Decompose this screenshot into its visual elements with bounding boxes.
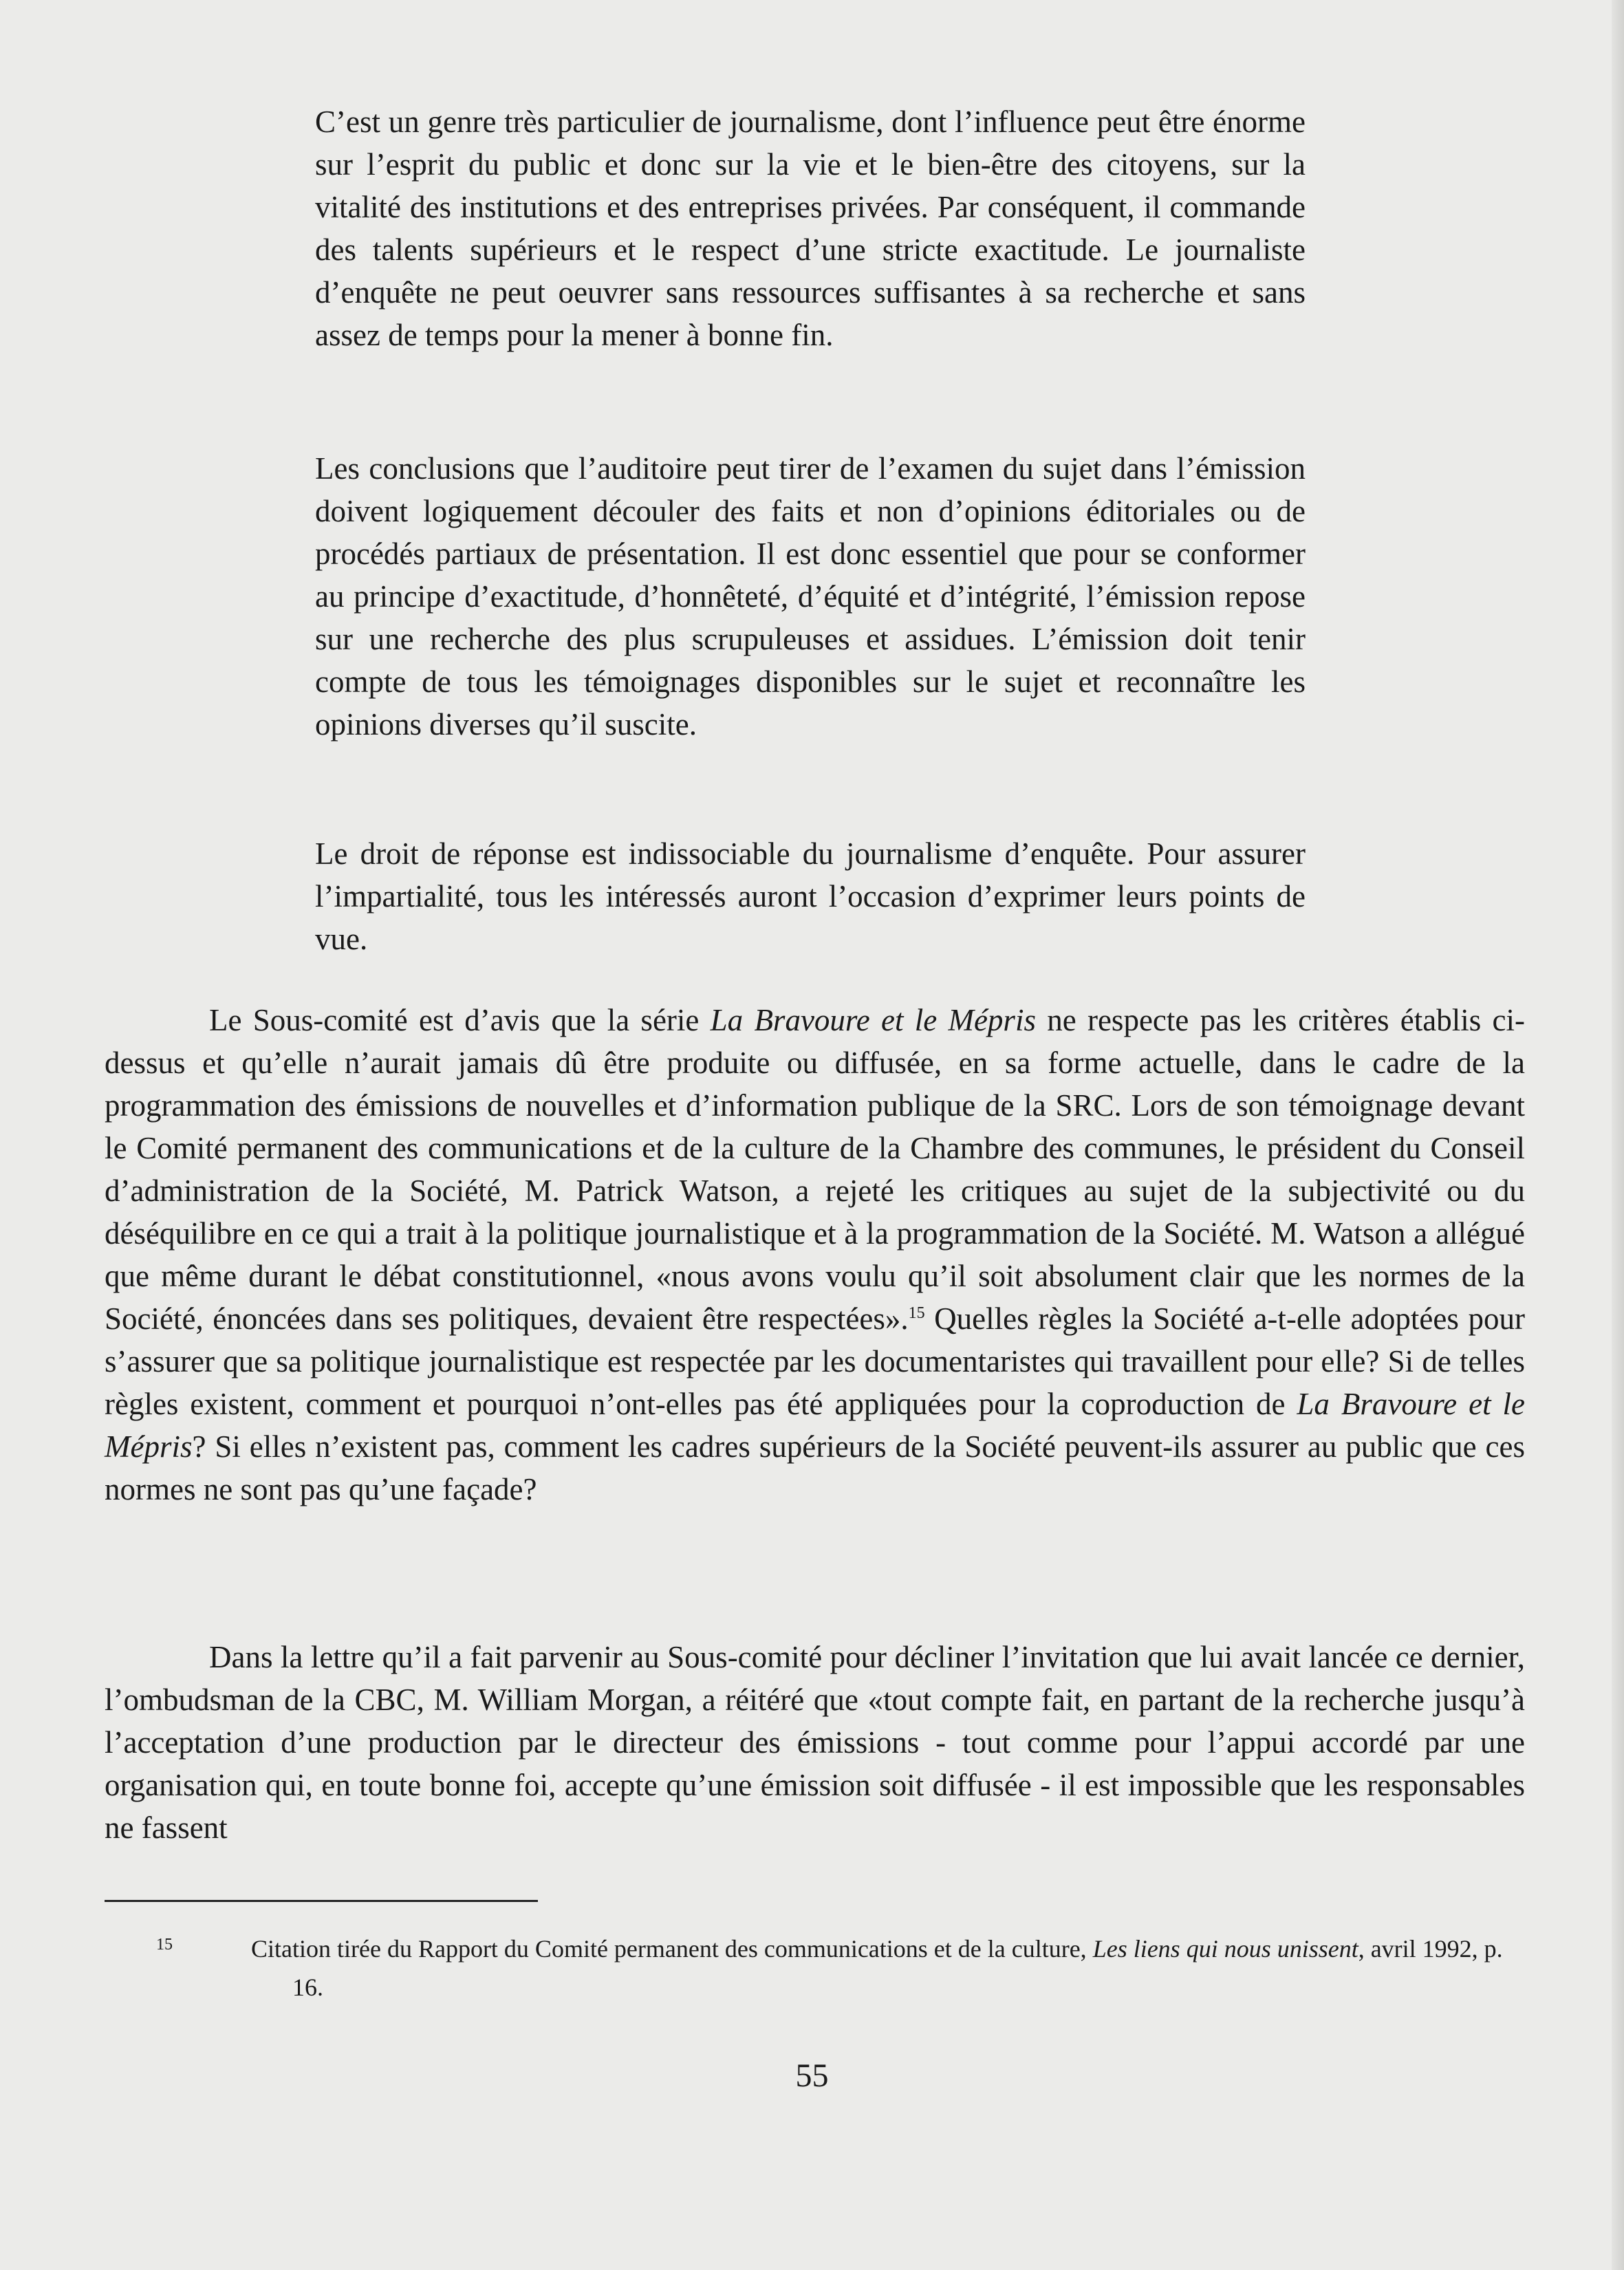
series-title: La Bravoure et le Mépris xyxy=(710,1003,1036,1037)
body-paragraph-1-text-c: Quelles règles la Société a-t-elle adoptées pour s’assurer que sa politique journalistique est respectée par les documentaristes qui travaillent pour elle? Si de telles règles existent, comment et pourquoi n’ont-elles pas été appliquées pour la coproduction de xyxy=(105,1301,1525,1421)
page-edge-shadow xyxy=(1612,0,1624,2270)
footnote-text-main: Citation tirée du Rapport du Comité permanent des communications et de la culture, xyxy=(251,1935,1093,1963)
body-paragraph-1-text-b: ne respecte pas les critères établis ci-dessus et qu’elle n’aurait jamais dû être produite ou diffusée, en sa forme actuelle, dans le cadre de la programmation des émissions de nouvelles et d’information publique de la SRC. Lors de son témoignage devant le Comité permanent des communications et de la culture de la Chambre des communes, le président du Conseil d’administration de la Société, M. Patrick Watson, a rejeté les critiques au sujet de la subjectivité ou du déséquilibre en ce qui a trait à la politique journalistique et à la programmation de la Société. M. Watson a allégué que même durant le débat constitutionnel, «nous avons voulu qu’il soit absolument clair que les normes de la Société, énoncées dans ses politiques, devaient être respectées». xyxy=(105,1003,1525,1336)
footnote-cited-title: Les liens qui nous unissent xyxy=(1092,1935,1358,1963)
body-paragraph-1 xyxy=(105,999,1525,1511)
series-title: La Bravoure et le Mépris xyxy=(105,1387,1525,1464)
footnote-text-tail: , avril 1992, p. 16. xyxy=(292,1935,1503,2001)
quote-paragraph-1: C’est un genre très particulier de journalisme, dont l’influence peut être énorme sur l’esprit du public et donc sur la vie et le bien-être des citoyens, sur la vitalité des institutions et des entreprises privées. Par conséquent, il commande des talents supérieurs et le respect d’une stricte exactitude. Le journaliste d’enquête ne peut oeuvrer sans ressources suffisantes à sa recherche et sans assez de temps pour la mener à bonne fin. xyxy=(315,105,1306,352)
footnote-reference: 15 xyxy=(908,1304,925,1322)
page-number: 55 xyxy=(795,2057,829,2094)
footnote-divider xyxy=(105,1900,538,1902)
quote-paragraph-3: Le droit de réponse est indissociable du journalisme d’enquête. Pour assurer l’impartialité, tous les intéressés auront l’occasion d’exprimer leurs points de vue. xyxy=(315,836,1306,956)
body-paragraph-1-text-d: ? Si elles n’existent pas, comment les cadres supérieurs de la Société peuvent-ils assurer au public que ces normes ne sont pas qu’une façade? xyxy=(105,1429,1525,1506)
body-paragraph-2: Dans la lettre qu’il a fait parvenir au Sous-comité pour décliner l’invitation que lui avait lancée ce dernier, l’ombudsman de la CBC, M. William Morgan, a réitéré que «tout compte fait, en partant de la recherche jusqu’à l’acceptation d’une production par le directeur des émissions - tout comme pour l’appui accordé par une organisation qui, en toute bonne foi, accepte qu’une émission soit diffusée - il est impossible que les responsables ne fassent xyxy=(105,1640,1525,1845)
body-paragraph-1-text-a: Le Sous-comité est d’avis que la série xyxy=(209,1003,711,1037)
footnote-number: 15 xyxy=(156,1936,173,1954)
footnote xyxy=(105,1930,1525,2007)
quote-paragraph-2: Les conclusions que l’auditoire peut tirer de l’examen du sujet dans l’émission doivent logiquement découler des faits et non d’opinions éditoriales ou de procédés partiaux de présentation. Il est donc essentiel que pour se conformer au principe d’exactitude, d’honnêteté, d’équité et d’intégrité, l’émission repose sur une recherche des plus scrupuleuses et assidues. L’émission doit tenir compte de tous les témoignages disponibles sur le sujet et reconnaître les opinions diverses qu’il suscite. xyxy=(315,451,1306,742)
footnote-text xyxy=(251,1930,1525,2007)
